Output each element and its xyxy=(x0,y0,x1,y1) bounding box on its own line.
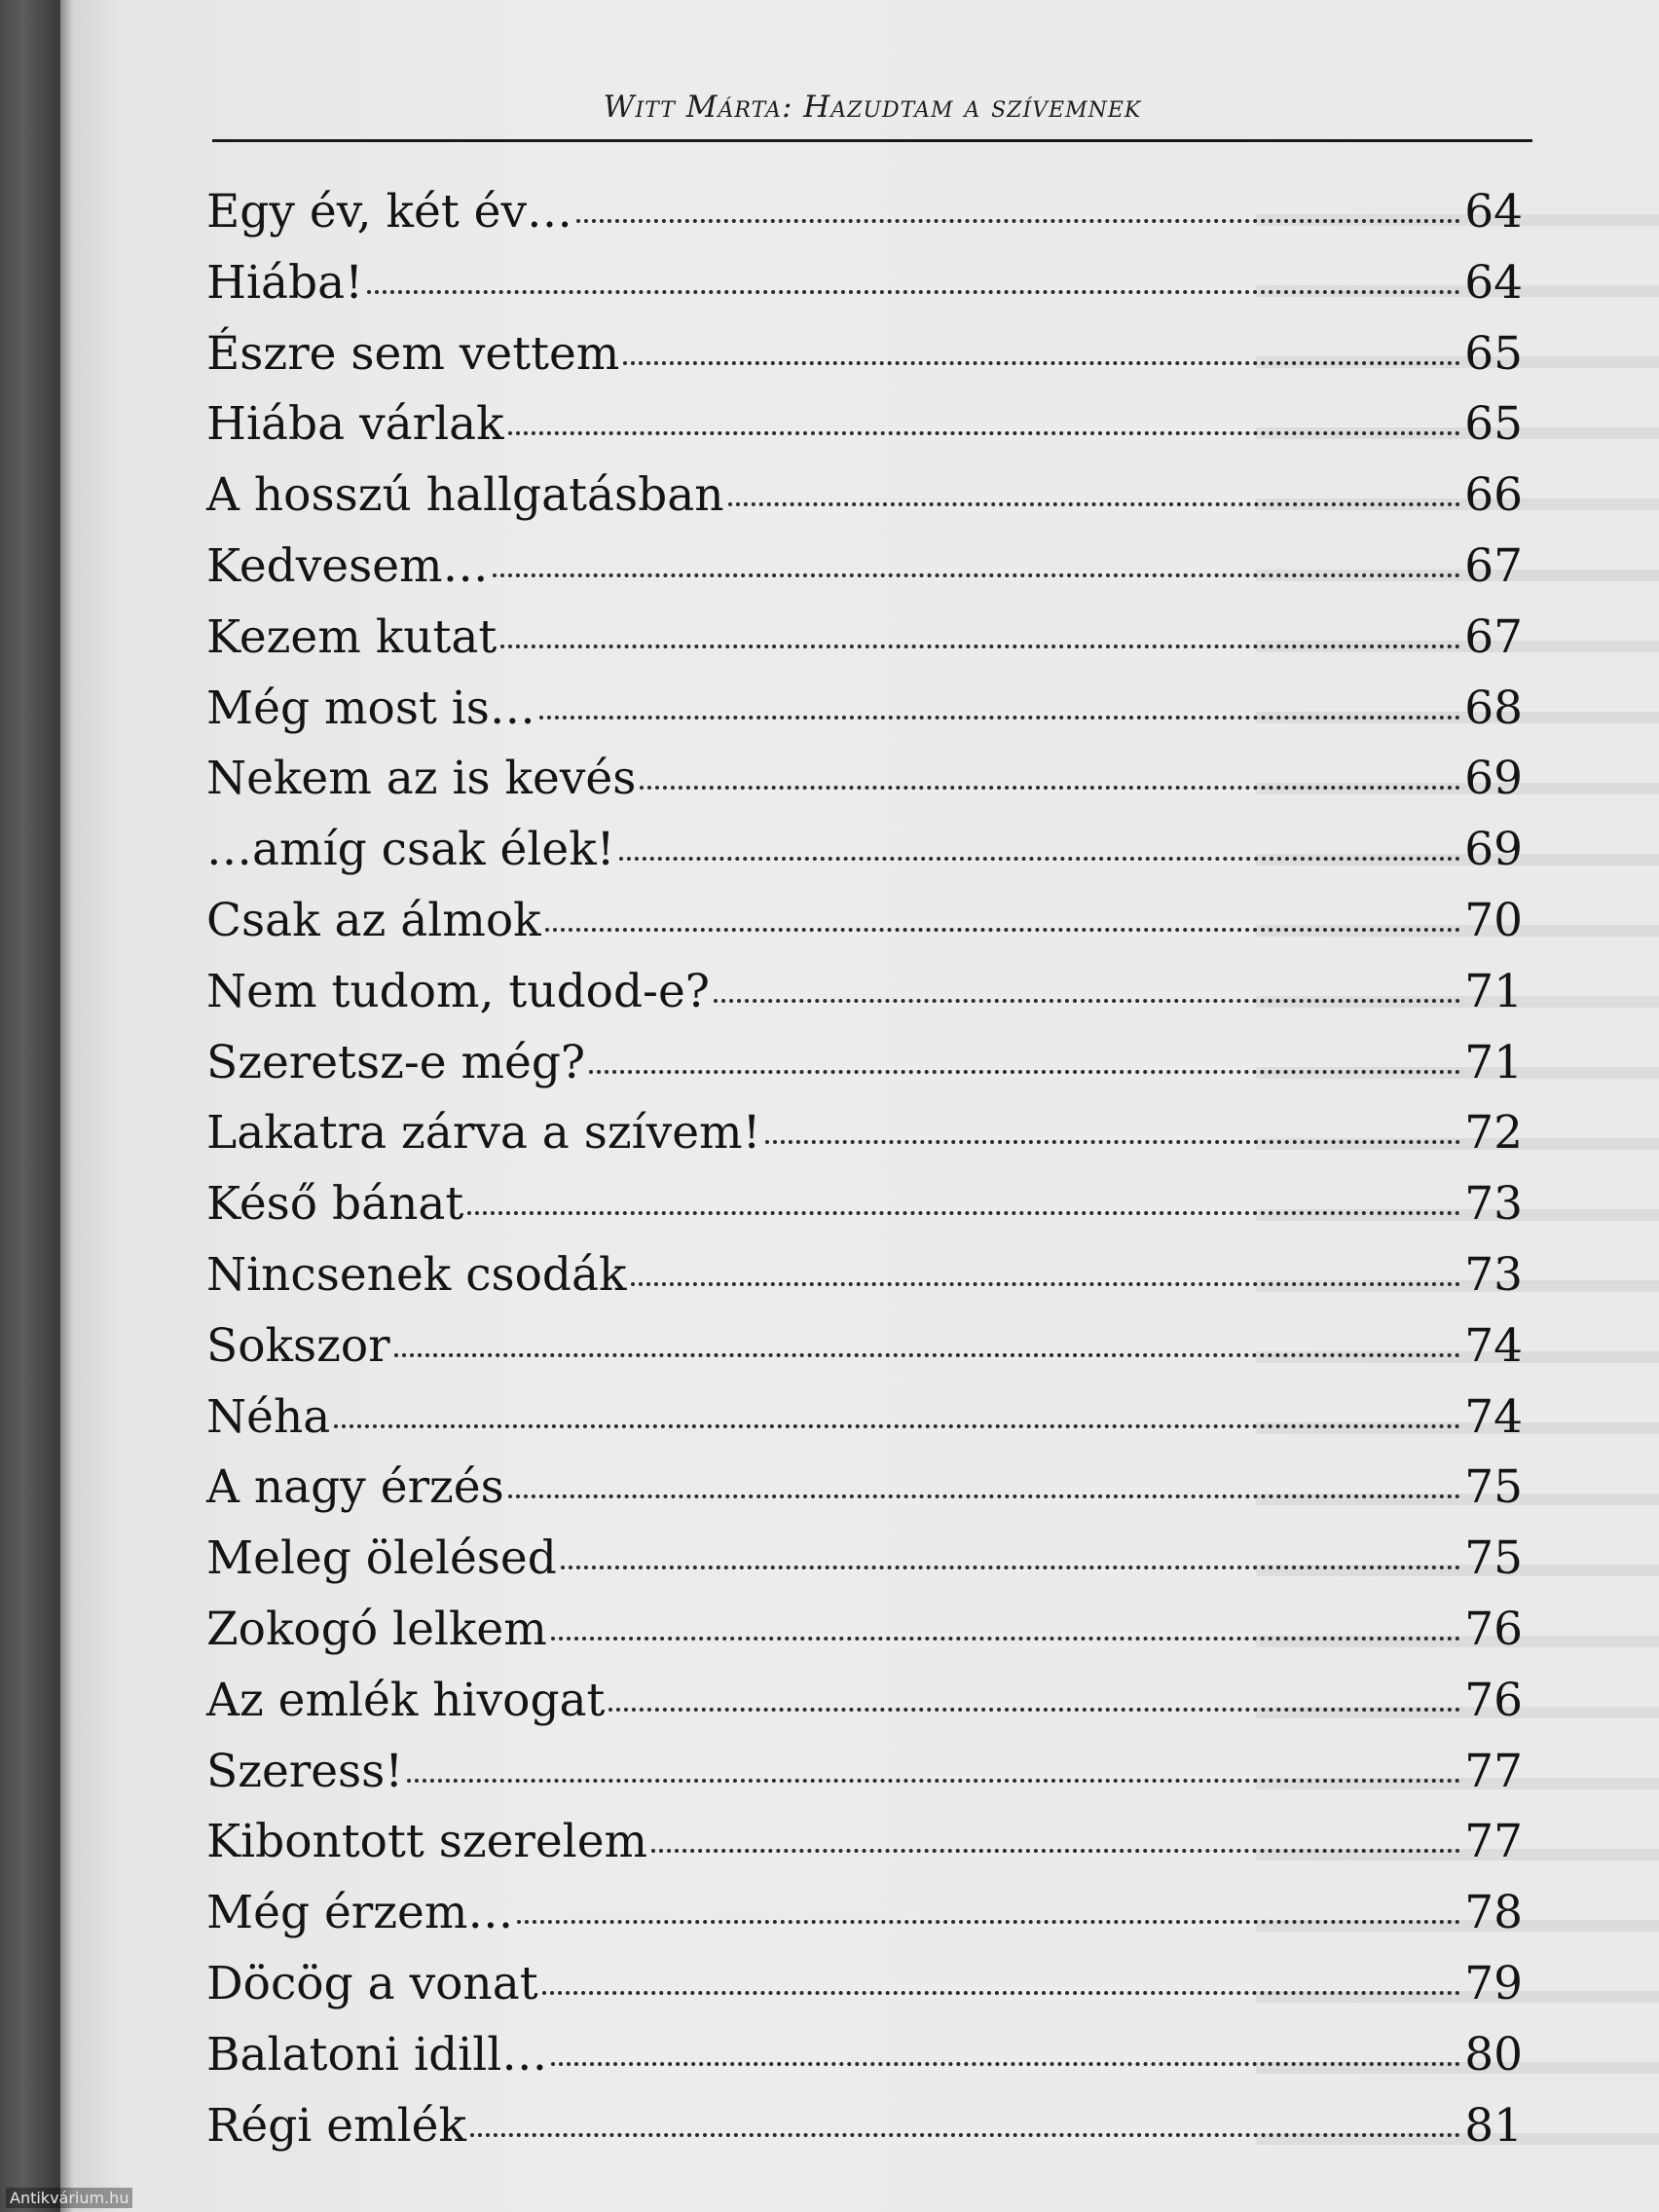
header-rule xyxy=(212,139,1532,142)
running-title: Witt Márta: Hazudtam a szívemnek xyxy=(603,90,1142,125)
toc-entry-page-number: 78 xyxy=(1464,1886,1523,1940)
dot-leader xyxy=(508,431,1461,435)
dot-leader xyxy=(545,928,1461,932)
toc-entry-page-number: 69 xyxy=(1464,752,1523,806)
toc-entry-page-number: 65 xyxy=(1464,397,1523,452)
toc-entry xyxy=(206,752,1523,823)
dot-leader xyxy=(517,1920,1460,1924)
toc-entry-title: Döcög a vonat xyxy=(206,1956,538,2010)
dot-leader xyxy=(500,645,1460,648)
dot-leader xyxy=(619,857,1461,861)
toc-entry xyxy=(206,327,1523,398)
toc-entry-page-number: 76 xyxy=(1464,1602,1523,1656)
toc-entry-page-number: 69 xyxy=(1464,823,1523,877)
toc-entry-title: A nagy érzés xyxy=(206,1460,504,1515)
dot-leader xyxy=(576,219,1460,223)
toc-entry xyxy=(206,1390,1523,1461)
toc-entry xyxy=(206,539,1523,610)
dot-leader xyxy=(728,502,1461,506)
toc-entry xyxy=(206,1106,1523,1177)
toc-entry-title: Még most is… xyxy=(206,681,535,735)
dot-leader xyxy=(765,1140,1461,1144)
dot-leader xyxy=(467,1211,1460,1215)
toc-entry xyxy=(206,1460,1523,1531)
toc-entry xyxy=(206,1886,1523,1957)
toc-entry xyxy=(206,397,1523,468)
toc-entry xyxy=(206,1745,1523,1816)
toc-entry xyxy=(206,965,1523,1036)
toc-entry-page-number: 68 xyxy=(1464,681,1523,735)
toc-entry-page-number: 71 xyxy=(1464,964,1523,1018)
toc-entry-page-number: 71 xyxy=(1464,1035,1523,1089)
dot-leader xyxy=(651,1849,1460,1853)
toc-entry-page-number: 77 xyxy=(1464,1815,1523,1869)
toc-entry-title: Zokogó lelkem xyxy=(206,1602,547,1656)
toc-entry xyxy=(206,894,1523,965)
toc-entry-title: Hiába! xyxy=(206,255,364,310)
toc-entry xyxy=(206,1036,1523,1107)
toc-entry-title: Sokszor xyxy=(206,1318,390,1373)
toc-entry-page-number: 73 xyxy=(1464,1247,1523,1302)
toc-entry-title: Kibontott szerelem xyxy=(206,1815,648,1869)
toc-entry-page-number: 75 xyxy=(1464,1531,1523,1586)
dot-leader xyxy=(508,1494,1460,1498)
toc-entry xyxy=(206,256,1523,327)
toc-entry-title: Balatoni idill… xyxy=(206,2027,548,2082)
toc-entry-page-number: 79 xyxy=(1464,1956,1523,2010)
toc-entry-title: Szeretsz-e még? xyxy=(206,1035,586,1089)
toc-entry xyxy=(206,1531,1523,1603)
toc-entry xyxy=(206,185,1523,256)
dot-leader xyxy=(334,1424,1460,1428)
toc-entry-page-number: 64 xyxy=(1464,185,1523,239)
toc-entry-title: Hiába várlak xyxy=(206,397,504,452)
toc-entry-title: Nem tudom, tudod-e? xyxy=(206,964,710,1018)
toc-entry xyxy=(206,1248,1523,1319)
dot-leader xyxy=(640,786,1460,790)
dot-leader xyxy=(561,1566,1460,1569)
toc-entry-page-number: 67 xyxy=(1464,538,1523,593)
dot-leader xyxy=(623,361,1460,365)
toc-entry xyxy=(206,682,1523,753)
dot-leader xyxy=(394,1353,1461,1357)
toc-entry-title: Kedvesem… xyxy=(206,538,489,593)
toc-entry xyxy=(206,823,1523,894)
watermark-label: Antikvárium.hu xyxy=(6,2188,132,2208)
dot-leader xyxy=(407,1779,1460,1783)
toc-entry-title: …amíg csak élek! xyxy=(206,823,615,877)
toc-entry xyxy=(206,1815,1523,1886)
dot-leader xyxy=(589,1070,1460,1074)
toc-entry-page-number: 76 xyxy=(1464,1673,1523,1727)
toc-entry-page-number: 80 xyxy=(1464,2027,1523,2082)
dot-leader xyxy=(367,290,1460,294)
toc-entry-page-number: 67 xyxy=(1464,609,1523,664)
toc-entry xyxy=(206,610,1523,682)
toc-entry-title: Késő bánat xyxy=(206,1177,464,1232)
dot-leader xyxy=(539,716,1460,719)
toc-entry-page-number: 73 xyxy=(1464,1177,1523,1232)
toc-entry xyxy=(206,1177,1523,1248)
toc-entry-page-number: 81 xyxy=(1464,2098,1523,2153)
toc-entry-page-number: 72 xyxy=(1464,1106,1523,1161)
dot-leader xyxy=(470,2133,1460,2137)
dot-leader xyxy=(608,1708,1460,1712)
toc-entry-title: Kezem kutat xyxy=(206,609,498,664)
toc-entry-title: A hosszú hallgatásban xyxy=(206,468,724,523)
toc-entry xyxy=(206,1319,1523,1390)
toc-entry xyxy=(206,1674,1523,1745)
toc-entry xyxy=(206,2028,1523,2099)
toc-entry-page-number: 66 xyxy=(1464,468,1523,523)
toc-entry-page-number: 64 xyxy=(1464,255,1523,310)
toc-entry-page-number: 70 xyxy=(1464,893,1523,947)
dot-leader xyxy=(551,2062,1460,2066)
dot-leader xyxy=(631,1282,1461,1286)
dot-leader xyxy=(551,1637,1460,1641)
dot-leader xyxy=(714,999,1460,1003)
toc-entry xyxy=(206,1603,1523,1674)
toc-entry-page-number: 74 xyxy=(1464,1389,1523,1444)
toc-entry-title: Lakatra zárva a szívem! xyxy=(206,1106,761,1161)
toc-entry-title: Az emlék hivogat xyxy=(206,1673,606,1727)
toc-entry xyxy=(206,2099,1523,2170)
toc-entry xyxy=(206,468,1523,539)
toc-entry-title: Észre sem vettem xyxy=(206,326,620,381)
toc-entry-page-number: 74 xyxy=(1464,1318,1523,1373)
toc-entry-title: Néha xyxy=(206,1389,331,1444)
toc-entry-page-number: 65 xyxy=(1464,326,1523,381)
toc-entry-title: Még érzem… xyxy=(206,1886,514,1940)
toc-entry-title: Meleg ölelésed xyxy=(206,1531,557,1586)
toc-entry-title: Nekem az is kevés xyxy=(206,752,637,806)
dot-leader xyxy=(542,1991,1461,1995)
dot-leader xyxy=(493,573,1461,577)
toc-entry-title: Csak az álmok xyxy=(206,893,541,947)
table-of-contents xyxy=(206,185,1523,2169)
toc-entry-title: Régi emlék xyxy=(206,2098,466,2153)
toc-entry-title: Szeress! xyxy=(206,1744,404,1798)
toc-entry xyxy=(206,1957,1523,2028)
toc-entry-page-number: 75 xyxy=(1464,1460,1523,1515)
toc-entry-page-number: 77 xyxy=(1464,1744,1523,1798)
toc-entry-title: Egy év, két év… xyxy=(206,185,573,239)
toc-entry-title: Nincsenek csodák xyxy=(206,1247,627,1302)
